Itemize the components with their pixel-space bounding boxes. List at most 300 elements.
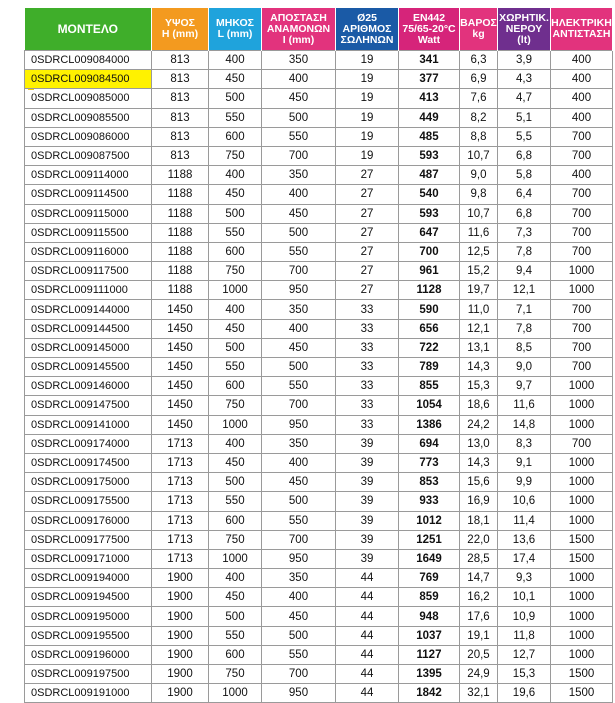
cell-model-code: 0SDRCL009171000 [25, 549, 152, 568]
cell-heat-output: 961 [399, 262, 460, 281]
cell-electric-heater: 400 [551, 89, 613, 108]
cell-water-capacity: 14,8 [498, 415, 551, 434]
cell-height: 1713 [152, 492, 209, 511]
cell-electric-heater: 700 [551, 127, 613, 146]
cell-tube-count: 44 [336, 626, 399, 645]
cell-model-code: 0SDRCL009195000 [25, 607, 152, 626]
cell-length: 400 [209, 434, 262, 453]
cell-heat-output: 341 [399, 51, 460, 70]
cell-height: 1188 [152, 166, 209, 185]
table-row [25, 319, 613, 338]
cell-water-capacity: 9,3 [498, 569, 551, 588]
table-row [25, 569, 613, 588]
cell-electric-heater: 1000 [551, 511, 613, 530]
cell-model-code: 0SDRCL009145500 [25, 358, 152, 377]
cell-length: 550 [209, 492, 262, 511]
cell-height: 1900 [152, 645, 209, 664]
cell-tube-count: 19 [336, 51, 399, 70]
cell-length: 500 [209, 89, 262, 108]
cell-model-code: 0SDRCL009175500 [25, 492, 152, 511]
table-row [25, 262, 613, 281]
cell-length: 600 [209, 127, 262, 146]
cell-connection-distance: 450 [262, 204, 336, 223]
cell-height: 813 [152, 70, 209, 89]
cell-length: 550 [209, 223, 262, 242]
header-line: L (mm) [217, 28, 253, 40]
table-row [25, 204, 613, 223]
table-row [25, 549, 613, 568]
table-row [25, 281, 613, 300]
cell-weight: 12,1 [460, 319, 498, 338]
cell-model-code: 0SDRCL009196000 [25, 645, 152, 664]
cell-model-code: 0SDRCL009197500 [25, 665, 152, 684]
cell-model-code: 0SDRCL009191000 [25, 684, 152, 703]
header-line: ΥΨΟΣ [165, 17, 195, 29]
cell-connection-distance: 400 [262, 453, 336, 472]
header-line: ΑΝΑΜΟΝΩΝ [266, 22, 331, 35]
table-row [25, 70, 613, 89]
cell-model-code: 0SDRCL009141000 [25, 415, 152, 434]
cell-water-capacity: 17,4 [498, 549, 551, 568]
cell-water-capacity: 4,3 [498, 70, 551, 89]
cell-water-capacity: 7,8 [498, 319, 551, 338]
cell-tube-count: 33 [336, 338, 399, 357]
cell-height: 1188 [152, 204, 209, 223]
radiator-spec-sheet [24, 8, 612, 703]
cell-heat-output: 722 [399, 338, 460, 357]
cell-tube-count: 44 [336, 607, 399, 626]
cell-weight: 10,7 [460, 146, 498, 165]
header-line: ΑΠΟΣΤΑΣΗ [270, 11, 327, 24]
cell-connection-distance: 950 [262, 684, 336, 703]
cell-electric-heater: 700 [551, 338, 613, 357]
cell-connection-distance: 350 [262, 166, 336, 185]
cell-connection-distance: 550 [262, 645, 336, 664]
cell-weight: 15,2 [460, 262, 498, 281]
cell-height: 1713 [152, 530, 209, 549]
cell-model-code: 0SDRCL009176000 [25, 511, 152, 530]
table-row [25, 51, 613, 70]
cell-model-code: 0SDRCL009194000 [25, 569, 152, 588]
table-row [25, 377, 613, 396]
cell-weight: 19,1 [460, 626, 498, 645]
cell-connection-distance: 350 [262, 300, 336, 319]
cell-heat-output: 593 [399, 146, 460, 165]
cell-heat-output: 773 [399, 453, 460, 472]
cell-model-code: 0SDRCL009144000 [25, 300, 152, 319]
cell-electric-heater: 1000 [551, 396, 613, 415]
cell-connection-distance: 500 [262, 626, 336, 645]
table-row [25, 492, 613, 511]
cell-heat-output: 1649 [399, 549, 460, 568]
cell-length: 450 [209, 588, 262, 607]
cell-connection-distance: 400 [262, 185, 336, 204]
cell-electric-heater: 1000 [551, 453, 613, 472]
cell-height: 1188 [152, 185, 209, 204]
cell-water-capacity: 10,6 [498, 492, 551, 511]
cell-height: 1188 [152, 242, 209, 261]
cell-heat-output: 593 [399, 204, 460, 223]
cell-model-code: 0SDRCL009086000 [25, 127, 152, 146]
cell-length: 600 [209, 645, 262, 664]
table-row [25, 108, 613, 127]
cell-model-code: 0SDRCL009085000 [25, 89, 152, 108]
cell-connection-distance: 500 [262, 492, 336, 511]
cell-connection-distance: 700 [262, 396, 336, 415]
cell-height: 813 [152, 127, 209, 146]
cell-heat-output: 413 [399, 89, 460, 108]
cell-tube-count: 19 [336, 146, 399, 165]
cell-connection-distance: 400 [262, 588, 336, 607]
cell-heat-output: 656 [399, 319, 460, 338]
cell-heat-output: 647 [399, 223, 460, 242]
cell-tube-count: 44 [336, 588, 399, 607]
cell-tube-count: 39 [336, 434, 399, 453]
cell-weight: 16,9 [460, 492, 498, 511]
cell-tube-count: 33 [336, 396, 399, 415]
cell-tube-count: 27 [336, 185, 399, 204]
cell-model-code: 0SDRCL009111000 [25, 281, 152, 300]
cell-water-capacity: 9,1 [498, 453, 551, 472]
cell-electric-heater: 700 [551, 146, 613, 165]
cell-weight: 17,6 [460, 607, 498, 626]
table-row [25, 626, 613, 645]
cell-connection-distance: 700 [262, 665, 336, 684]
cell-heat-output: 485 [399, 127, 460, 146]
cell-water-capacity: 11,4 [498, 511, 551, 530]
table-row [25, 358, 613, 377]
cell-connection-distance: 550 [262, 127, 336, 146]
cell-length: 400 [209, 569, 262, 588]
cell-model-code: 0SDRCL009114000 [25, 166, 152, 185]
cell-electric-heater: 400 [551, 70, 613, 89]
table-row [25, 588, 613, 607]
cell-length: 450 [209, 453, 262, 472]
cell-tube-count: 39 [336, 530, 399, 549]
cell-length: 550 [209, 626, 262, 645]
cell-connection-distance: 950 [262, 415, 336, 434]
cell-height: 813 [152, 146, 209, 165]
header-line: 75/65-20°C [402, 22, 456, 35]
cell-weight: 24,2 [460, 415, 498, 434]
header-tube-count [336, 8, 399, 51]
cell-connection-distance: 400 [262, 319, 336, 338]
table-row [25, 607, 613, 626]
cell-height: 1450 [152, 358, 209, 377]
cell-height: 813 [152, 89, 209, 108]
cell-weight: 32,1 [460, 684, 498, 703]
cell-weight: 14,3 [460, 358, 498, 377]
cell-heat-output: 1037 [399, 626, 460, 645]
header-line: ΧΩΡΗΤΙΚ. [499, 11, 549, 24]
cell-weight: 9,0 [460, 166, 498, 185]
cell-heat-output: 700 [399, 242, 460, 261]
header-line: EN442 [412, 11, 446, 24]
cell-weight: 12,5 [460, 242, 498, 261]
spec-table [24, 8, 613, 703]
cell-weight: 11,0 [460, 300, 498, 319]
cell-model-code: 0SDRCL009084000 [25, 51, 152, 70]
cell-weight: 13,1 [460, 338, 498, 357]
cell-water-capacity: 11,8 [498, 626, 551, 645]
table-row [25, 665, 613, 684]
header-connection-distance [262, 8, 336, 51]
cell-length: 450 [209, 70, 262, 89]
cell-tube-count: 33 [336, 377, 399, 396]
cell-height: 1900 [152, 626, 209, 645]
cell-tube-count: 19 [336, 70, 399, 89]
cell-heat-output: 1128 [399, 281, 460, 300]
header-line: ΣΩΛΗΝΩΝ [340, 33, 394, 46]
table-row [25, 511, 613, 530]
cell-length: 500 [209, 338, 262, 357]
cell-tube-count: 39 [336, 549, 399, 568]
cell-connection-distance: 950 [262, 549, 336, 568]
cell-model-code: 0SDRCL009195500 [25, 626, 152, 645]
cell-weight: 9,8 [460, 185, 498, 204]
cell-height: 1900 [152, 569, 209, 588]
header-electric-heater [551, 8, 613, 51]
cell-heat-output: 487 [399, 166, 460, 185]
table-row [25, 300, 613, 319]
cell-connection-distance: 450 [262, 89, 336, 108]
cell-connection-distance: 350 [262, 434, 336, 453]
cell-tube-count: 33 [336, 415, 399, 434]
cell-water-capacity: 9,9 [498, 473, 551, 492]
cell-model-code: 0SDRCL009084500 [25, 70, 152, 89]
header-model [25, 8, 152, 51]
cell-height: 1900 [152, 684, 209, 703]
cell-heat-output: 1012 [399, 511, 460, 530]
cell-connection-distance: 500 [262, 223, 336, 242]
cell-electric-heater: 1000 [551, 377, 613, 396]
cell-water-capacity: 6,8 [498, 204, 551, 223]
table-row [25, 127, 613, 146]
cell-water-capacity: 13,6 [498, 530, 551, 549]
cell-weight: 22,0 [460, 530, 498, 549]
cell-model-code: 0SDRCL009117500 [25, 262, 152, 281]
cell-height: 1900 [152, 607, 209, 626]
cell-tube-count: 39 [336, 511, 399, 530]
header-line: H (mm) [161, 28, 199, 40]
cell-tube-count: 27 [336, 166, 399, 185]
cell-weight: 8,8 [460, 127, 498, 146]
cell-heat-output: 1395 [399, 665, 460, 684]
header-line: Ø25 [357, 11, 377, 24]
cell-heat-output: 1127 [399, 645, 460, 664]
cell-length: 750 [209, 396, 262, 415]
cell-length: 500 [209, 204, 262, 223]
cell-length: 1000 [209, 415, 262, 434]
cell-electric-heater: 1000 [551, 588, 613, 607]
cell-connection-distance: 500 [262, 358, 336, 377]
cell-tube-count: 27 [336, 242, 399, 261]
header-line: ΜΗΚΟΣ [216, 17, 254, 29]
cell-connection-distance: 550 [262, 242, 336, 261]
cell-electric-heater: 1000 [551, 645, 613, 664]
cell-electric-heater: 700 [551, 319, 613, 338]
cell-electric-heater: 700 [551, 242, 613, 261]
table-row [25, 415, 613, 434]
cell-water-capacity: 10,1 [498, 588, 551, 607]
cell-heat-output: 853 [399, 473, 460, 492]
cell-heat-output: 540 [399, 185, 460, 204]
cell-electric-heater: 1000 [551, 415, 613, 434]
cell-tube-count: 39 [336, 453, 399, 472]
cell-connection-distance: 550 [262, 511, 336, 530]
cell-water-capacity: 6,4 [498, 185, 551, 204]
cell-heat-output: 1054 [399, 396, 460, 415]
cell-connection-distance: 450 [262, 607, 336, 626]
cell-length: 550 [209, 108, 262, 127]
header-line: ΗΛΕΚΤΡΙΚΗ [551, 17, 612, 29]
cell-heat-output: 769 [399, 569, 460, 588]
cell-heat-output: 948 [399, 607, 460, 626]
cell-heat-output: 449 [399, 108, 460, 127]
cell-weight: 15,6 [460, 473, 498, 492]
cell-tube-count: 27 [336, 204, 399, 223]
table-row [25, 645, 613, 664]
cell-height: 1450 [152, 377, 209, 396]
cell-height: 1713 [152, 434, 209, 453]
cell-connection-distance: 550 [262, 377, 336, 396]
cell-connection-distance: 350 [262, 51, 336, 70]
cell-heat-output: 590 [399, 300, 460, 319]
cell-length: 500 [209, 473, 262, 492]
cell-model-code: 0SDRCL009115500 [25, 223, 152, 242]
cell-electric-heater: 400 [551, 108, 613, 127]
cell-height: 1188 [152, 281, 209, 300]
cell-electric-heater: 700 [551, 300, 613, 319]
cell-length: 750 [209, 146, 262, 165]
cell-water-capacity: 7,3 [498, 223, 551, 242]
cell-connection-distance: 500 [262, 108, 336, 127]
cell-weight: 18,6 [460, 396, 498, 415]
cell-weight: 19,7 [460, 281, 498, 300]
cell-water-capacity: 4,7 [498, 89, 551, 108]
cell-model-code: 0SDRCL009145000 [25, 338, 152, 357]
cell-water-capacity: 8,5 [498, 338, 551, 357]
header-length [209, 8, 262, 51]
cell-model-code: 0SDRCL009115000 [25, 204, 152, 223]
header-line: ΑΝΤΙΣΤΑΣΗ [552, 28, 611, 40]
cell-model-code: 0SDRCL009194500 [25, 588, 152, 607]
cell-heat-output: 1251 [399, 530, 460, 549]
table-row [25, 146, 613, 165]
cell-height: 1188 [152, 223, 209, 242]
cell-electric-heater: 400 [551, 166, 613, 185]
cell-weight: 11,6 [460, 223, 498, 242]
cell-weight: 28,5 [460, 549, 498, 568]
cell-tube-count: 44 [336, 665, 399, 684]
cell-tube-count: 27 [336, 223, 399, 242]
cell-height: 1450 [152, 338, 209, 357]
cell-electric-heater: 400 [551, 51, 613, 70]
cell-electric-heater: 1000 [551, 569, 613, 588]
cell-height: 1450 [152, 396, 209, 415]
header-line: kg [472, 28, 485, 40]
cell-weight: 14,7 [460, 569, 498, 588]
cell-height: 1713 [152, 511, 209, 530]
table-body [25, 51, 613, 703]
cell-length: 1000 [209, 549, 262, 568]
cell-connection-distance: 700 [262, 146, 336, 165]
cell-tube-count: 44 [336, 645, 399, 664]
cell-heat-output: 1386 [399, 415, 460, 434]
cell-model-code: 0SDRCL009147500 [25, 396, 152, 415]
cell-weight: 20,5 [460, 645, 498, 664]
cell-electric-heater: 700 [551, 358, 613, 377]
cell-electric-heater: 1000 [551, 473, 613, 492]
cell-tube-count: 27 [336, 281, 399, 300]
cell-tube-count: 19 [336, 108, 399, 127]
cell-length: 400 [209, 300, 262, 319]
cell-electric-heater: 1500 [551, 549, 613, 568]
cell-length: 600 [209, 377, 262, 396]
table-row [25, 530, 613, 549]
cell-tube-count: 39 [336, 473, 399, 492]
cell-model-code: 0SDRCL009087500 [25, 146, 152, 165]
cell-connection-distance: 700 [262, 262, 336, 281]
table-row [25, 434, 613, 453]
cell-length: 750 [209, 530, 262, 549]
cell-electric-heater: 1000 [551, 262, 613, 281]
cell-connection-distance: 450 [262, 473, 336, 492]
cell-water-capacity: 8,3 [498, 434, 551, 453]
table-row [25, 684, 613, 703]
cell-connection-distance: 700 [262, 530, 336, 549]
cell-electric-heater: 700 [551, 185, 613, 204]
cell-model-code: 0SDRCL009085500 [25, 108, 152, 127]
cell-electric-heater: 1000 [551, 626, 613, 645]
cell-height: 813 [152, 51, 209, 70]
cell-height: 1450 [152, 300, 209, 319]
cell-water-capacity: 5,8 [498, 166, 551, 185]
header-height [152, 8, 209, 51]
cell-weight: 18,1 [460, 511, 498, 530]
cell-length: 500 [209, 607, 262, 626]
cell-weight: 8,2 [460, 108, 498, 127]
cell-height: 1450 [152, 319, 209, 338]
header-line: ΒΑΡΟΣ [460, 17, 497, 29]
cell-model-code: 0SDRCL009146000 [25, 377, 152, 396]
header-line: ΜΟΝΤΕΛΟ [57, 21, 118, 36]
header-heat-output [399, 8, 460, 51]
cell-tube-count: 33 [336, 319, 399, 338]
cell-electric-heater: 700 [551, 223, 613, 242]
cell-length: 400 [209, 166, 262, 185]
cell-height: 813 [152, 108, 209, 127]
cell-electric-heater: 1500 [551, 684, 613, 703]
cell-tube-count: 44 [336, 684, 399, 703]
cell-water-capacity: 3,9 [498, 51, 551, 70]
cell-connection-distance: 400 [262, 70, 336, 89]
cell-weight: 24,9 [460, 665, 498, 684]
cell-water-capacity: 15,3 [498, 665, 551, 684]
cell-connection-distance: 950 [262, 281, 336, 300]
cell-electric-heater: 1500 [551, 665, 613, 684]
cell-water-capacity: 9,0 [498, 358, 551, 377]
cell-weight: 15,3 [460, 377, 498, 396]
header-line: ΝΕΡΟΥ [505, 22, 543, 35]
cell-length: 600 [209, 511, 262, 530]
table-row [25, 396, 613, 415]
header-weight [460, 8, 498, 51]
cell-weight: 6,3 [460, 51, 498, 70]
cell-tube-count: 19 [336, 127, 399, 146]
cell-water-capacity: 5,1 [498, 108, 551, 127]
table-row [25, 185, 613, 204]
